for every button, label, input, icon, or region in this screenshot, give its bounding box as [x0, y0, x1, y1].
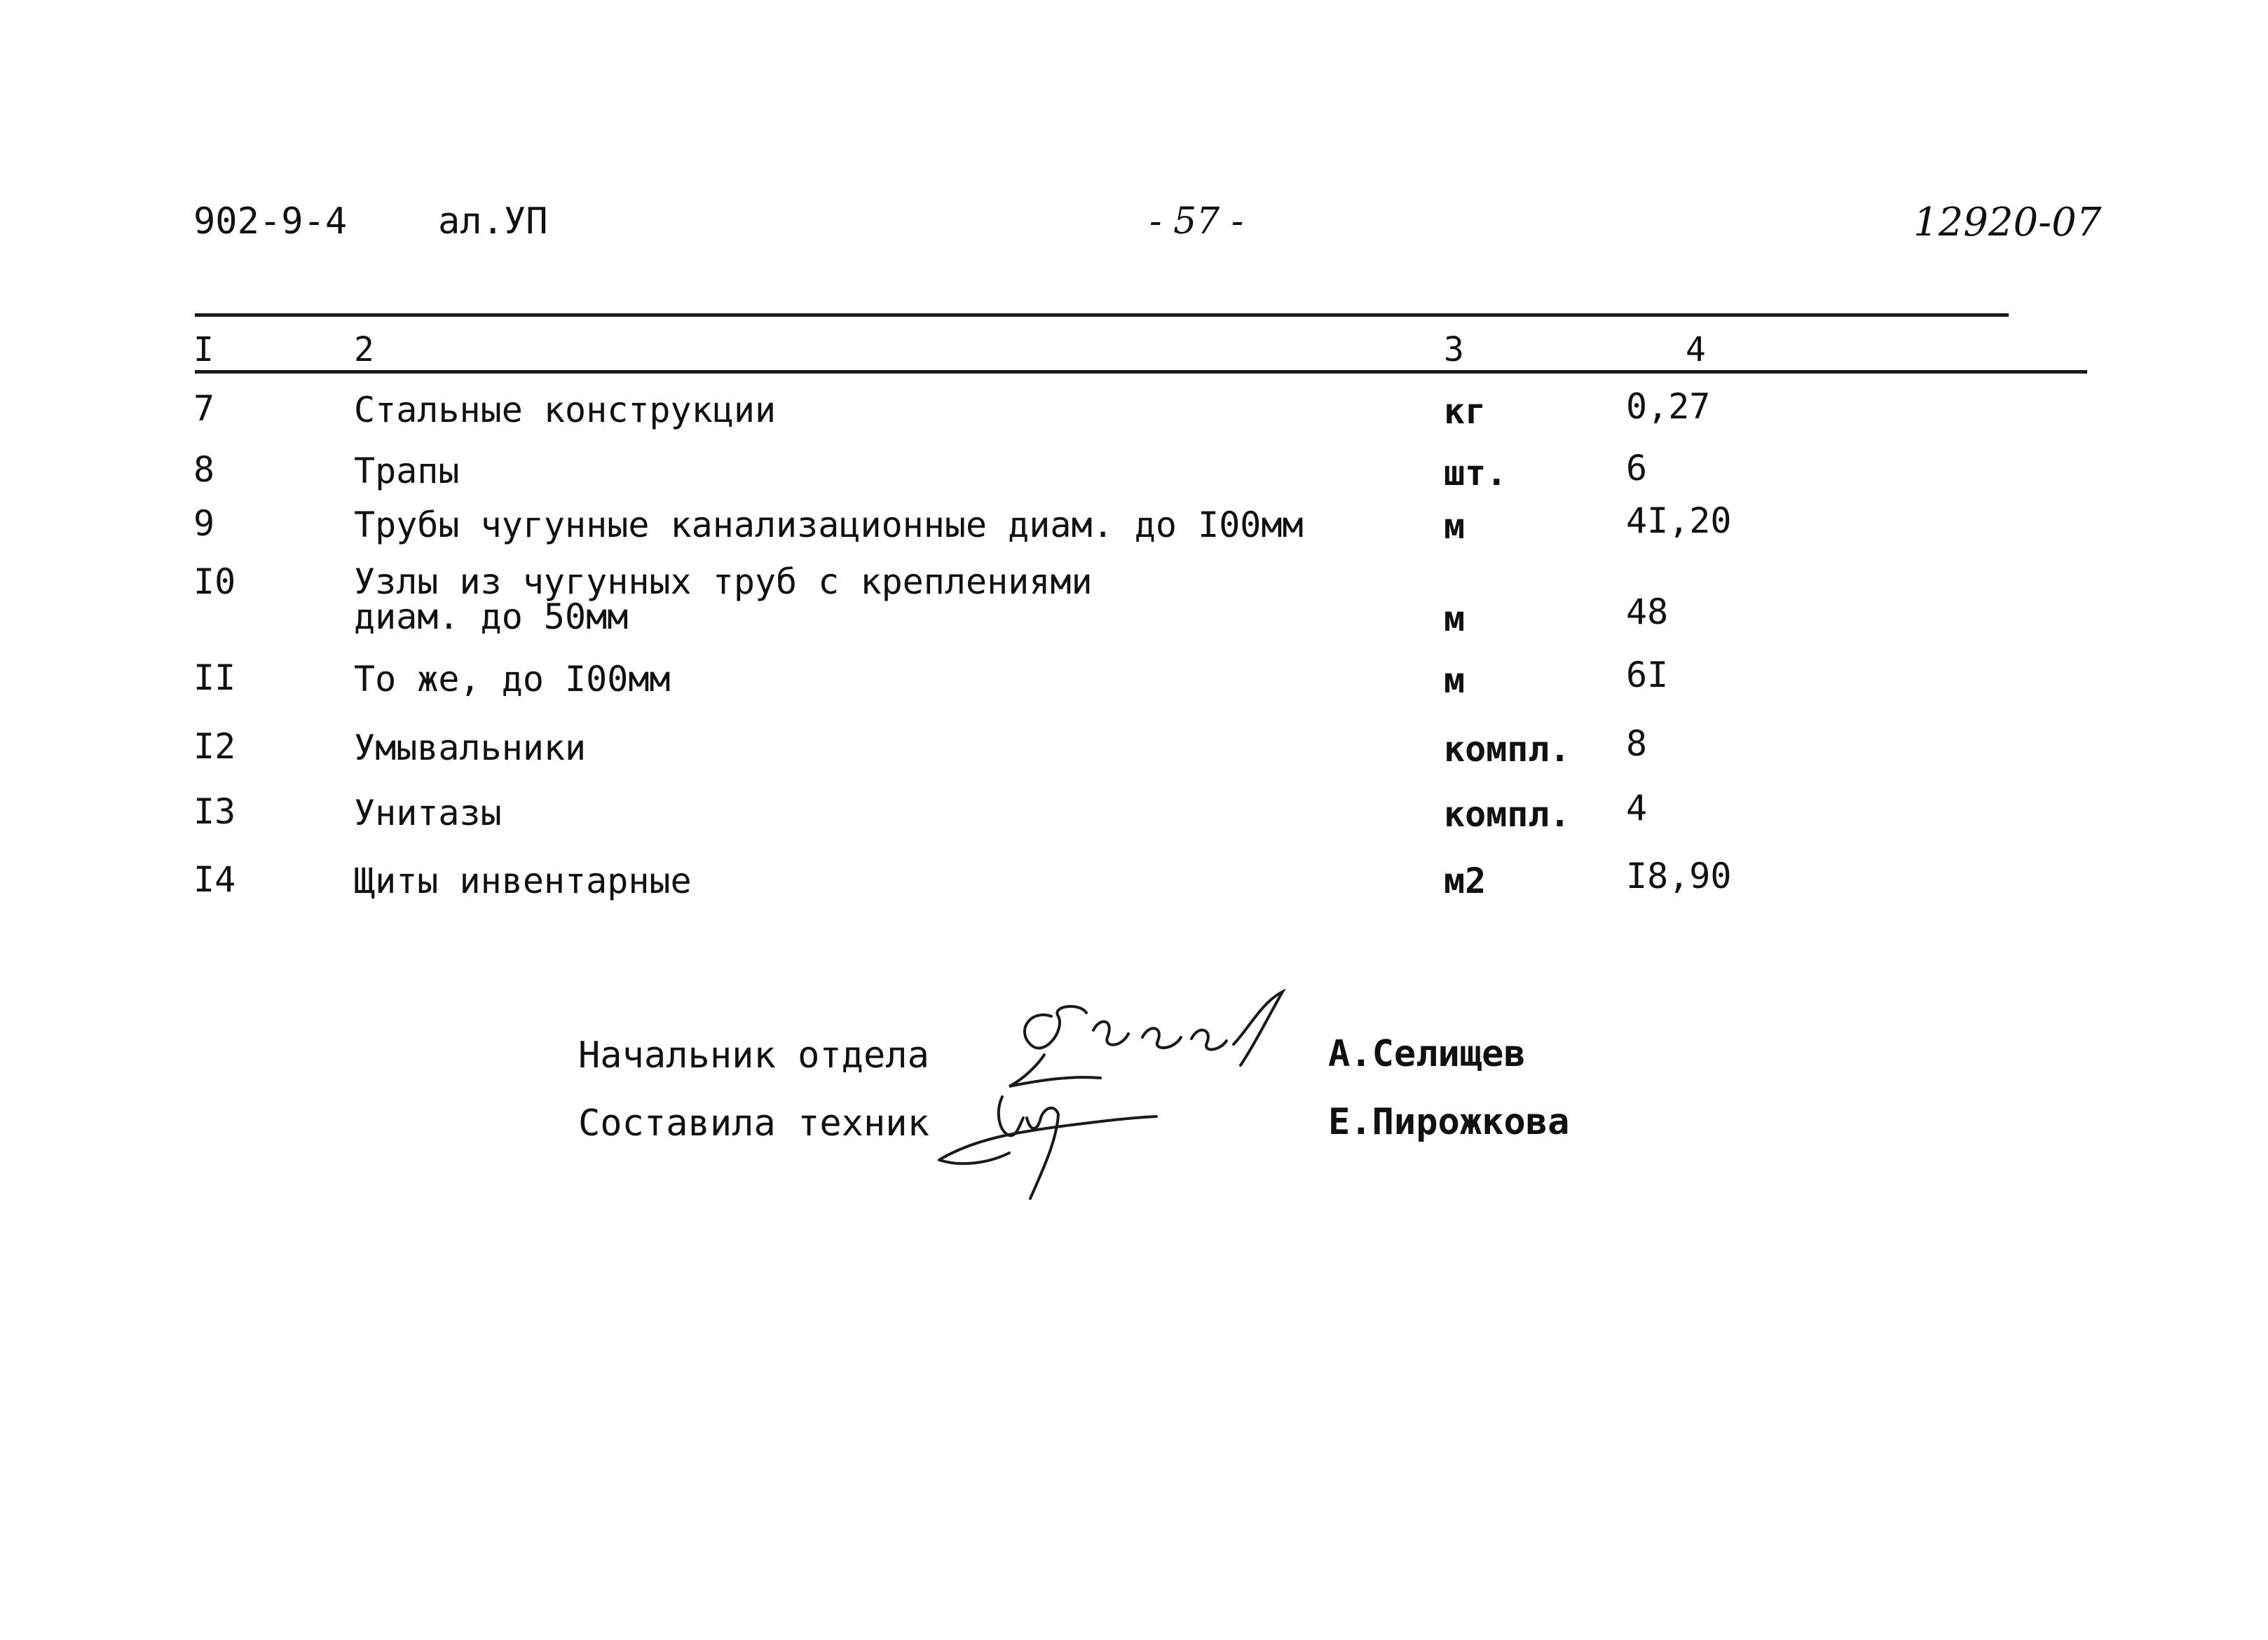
- signature-person-head: А.Селищев: [1328, 1033, 1526, 1075]
- row-unit: шт.: [1444, 453, 1508, 493]
- signature-role-head: Начальник отдела: [578, 1034, 929, 1077]
- row-name-line-2: диам. до 50мм: [354, 596, 629, 637]
- row-quantity: 8: [1626, 723, 1648, 764]
- table-header-rule: [195, 370, 2087, 374]
- row-quantity: 0,27: [1626, 386, 1711, 427]
- row-quantity: 6I: [1626, 655, 1669, 695]
- album-label: ал.УП: [438, 200, 548, 242]
- table-top-rule: [195, 313, 2009, 317]
- row-unit: м: [1444, 506, 1466, 547]
- column-header-2: 2: [354, 330, 374, 369]
- signature-person-technician: Е.Пирожкова: [1328, 1101, 1570, 1143]
- row-name: Унитазы: [354, 793, 502, 833]
- row-number: I0: [193, 561, 236, 602]
- row-name: То же, до I00мм: [354, 659, 671, 699]
- inventory-number: 12920-07: [1913, 200, 2102, 245]
- row-number: I2: [193, 726, 236, 767]
- row-number: 7: [193, 388, 215, 429]
- row-unit: м: [1444, 599, 1466, 639]
- column-header-4: 4: [1686, 330, 1706, 369]
- row-number: I3: [193, 791, 236, 832]
- signature-role-technician: Составила техник: [578, 1102, 929, 1144]
- row-number: I4: [193, 859, 236, 900]
- row-number: 9: [193, 503, 215, 544]
- row-name-line-1: Узлы из чугунных труб с креплениями: [354, 561, 1093, 602]
- handwritten-signature-technician: [932, 1083, 1163, 1209]
- row-unit: м: [1444, 660, 1466, 701]
- row-name: Щиты инвентарные: [354, 861, 692, 901]
- row-quantity: 48: [1626, 592, 1669, 632]
- row-name: Стальные конструкции: [354, 390, 777, 430]
- row-unit: компл.: [1444, 794, 1571, 835]
- column-header-1: I: [193, 330, 214, 369]
- row-unit: компл.: [1444, 729, 1571, 770]
- column-header-3: 3: [1444, 330, 1464, 369]
- document-code: 902-9-4: [193, 200, 348, 242]
- row-quantity: 6: [1626, 448, 1648, 488]
- row-quantity: I8,90: [1626, 856, 1732, 896]
- row-unit: м2: [1444, 861, 1487, 901]
- row-quantity: 4I,20: [1626, 500, 1732, 541]
- row-number: 8: [193, 449, 215, 490]
- row-number: II: [193, 657, 236, 698]
- row-name: Трубы чугунные канализационные диам. до I00мм: [354, 505, 1304, 545]
- row-unit: кг: [1444, 391, 1487, 432]
- row-name: Умывальники: [354, 727, 587, 768]
- page-number: - 57 -: [1149, 200, 1244, 242]
- row-name: Трапы: [354, 451, 460, 491]
- row-quantity: 4: [1626, 788, 1648, 828]
